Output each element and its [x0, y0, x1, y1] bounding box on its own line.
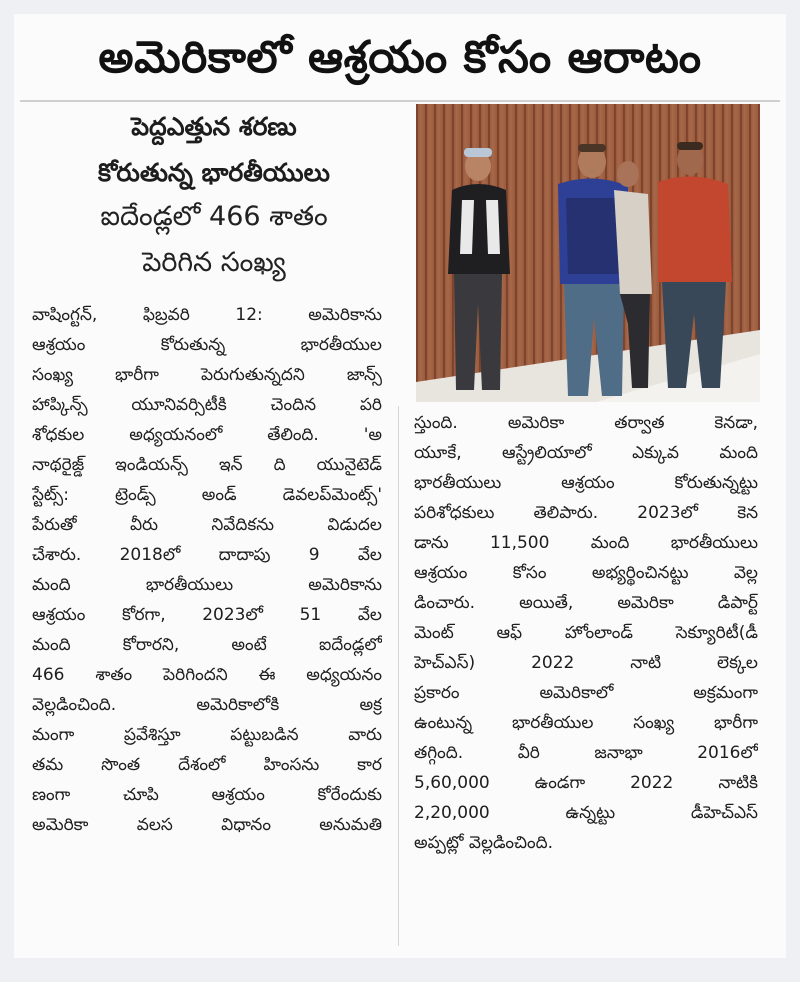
body-line: వాషింగ్టన్‌, ఫిబ్రవరి 12: అమెరికాను	[32, 305, 382, 325]
body-line: పరిశోధకులు తెలిపారు. 2023లో కెన	[414, 503, 758, 523]
body-column-left	[32, 300, 382, 840]
body-line: మంది భారతీయులు అమెరికాను	[32, 575, 382, 595]
body-line: స్టేట్స్‌: ట్రెండ్స్‌ అండ్‌ డెవలప్‌మెంట్స్‌'	[32, 485, 382, 505]
body-line: చేశారు. 2018లో దాదాపు 9 వేల	[32, 545, 382, 565]
body-line: డించారు. అయితే, అమెరికా డిపార్ట్‌	[414, 593, 758, 613]
body-line: హెచ్‌ఎస్‌) 2022 నాటి లెక్కల	[414, 653, 758, 673]
body-line: ఆశ్రయం కోరుతున్న భారతీయుల	[32, 335, 382, 355]
body-line: అమెరికా వలస విధానం అనుమతి	[32, 815, 382, 835]
body-line: ఉంటున్న భారతీయుల సంఖ్య భారీగా	[414, 713, 758, 733]
body-line: స్తుంది. అమెరికా తర్వాత కెనడా,	[414, 413, 758, 433]
body-line: 466 శాతం పెరిగిందని ఈ అధ్యయనం	[32, 665, 382, 685]
body-line: ణంగా చూపి ఆశ్రయం కోరేందుకు	[32, 785, 382, 805]
body-line: శోధకుల అధ్యయనంలో తేలింది. 'అ	[32, 425, 382, 445]
body-line: మంగా ప్రవేశిస్తూ పట్టుబడిన వారు	[32, 725, 382, 745]
headline: అమెరికాలో ఆశ్రయం కోసం ఆరాటం	[98, 32, 702, 83]
body-line: 2,20,000 ఉన్నట్టు డీహెచ్‌ఎస్‌	[414, 803, 758, 823]
body-line: 5,60,000 ఉండగా 2022 నాటికి	[414, 773, 758, 793]
subheadline-line-3: ఐదేండ్లలో 466 శాతం	[100, 201, 328, 232]
body-line: అప్పట్లో వెల్లడించింది.	[414, 833, 554, 853]
body-line: పేరుతో వీరు నివేదికను విడుదల	[32, 515, 382, 535]
body-line: ఆశ్రయం కోరగా, 2023లో 51 వేల	[32, 605, 382, 625]
body-line: ఆశ్రయం కోసం అభ్యర్థించినట్టు వెల్ల	[414, 563, 758, 583]
news-clipping	[14, 14, 786, 958]
body-line: డాను 11,500 మంది భారతీయులు	[414, 533, 758, 553]
subheadline-line-1: పెద్దఎత్తున శరణు	[131, 112, 297, 141]
body-line: హాప్కిన్స్‌ యూనివర్సిటీకి చెందిన పరి	[32, 395, 382, 415]
subheadline-line-4: పెరిగిన సంఖ్య	[142, 247, 286, 278]
column-divider	[398, 406, 399, 946]
body-line: తమ సొంత దేశంలో హింసను కార	[32, 755, 382, 775]
body-line: భారతీయులు ఆశ్రయం కోరుతున్నట్టు	[414, 473, 758, 493]
news-photo	[416, 104, 760, 402]
body-line: తగ్గింది. వీరి జనాభా 2016లో	[414, 743, 758, 763]
body-column-right	[414, 408, 758, 858]
headline-rule	[20, 100, 780, 102]
body-line: ప్రకారం అమెరికాలో అక్రమంగా	[414, 683, 758, 703]
four-men-walking-photo	[416, 104, 760, 402]
body-line: నాథరైజ్డ్‌ ఇండియన్స్‌ ఇన్‌ ది యునైటెడ్‌	[32, 455, 382, 475]
subheadline-line-2: కోరుతున్న భారతీయులు	[98, 158, 330, 187]
body-line: మెంట్‌ ఆఫ్‌ హోంలాండ్‌ సెక్యూరిటీ(డీ	[414, 623, 758, 643]
body-line: మంది కోరారని, అంటే ఐదేండ్లలో	[32, 635, 382, 655]
body-line: యూకే, ఆస్ట్రేలియాలో ఎక్కువ మంది	[414, 443, 758, 463]
body-line: వెల్లడించింది. అమెరికాలోకి అక్ర	[32, 695, 382, 715]
body-line: సంఖ్య భారీగా పెరుగుతున్నదని జాన్స్‌	[32, 365, 382, 385]
